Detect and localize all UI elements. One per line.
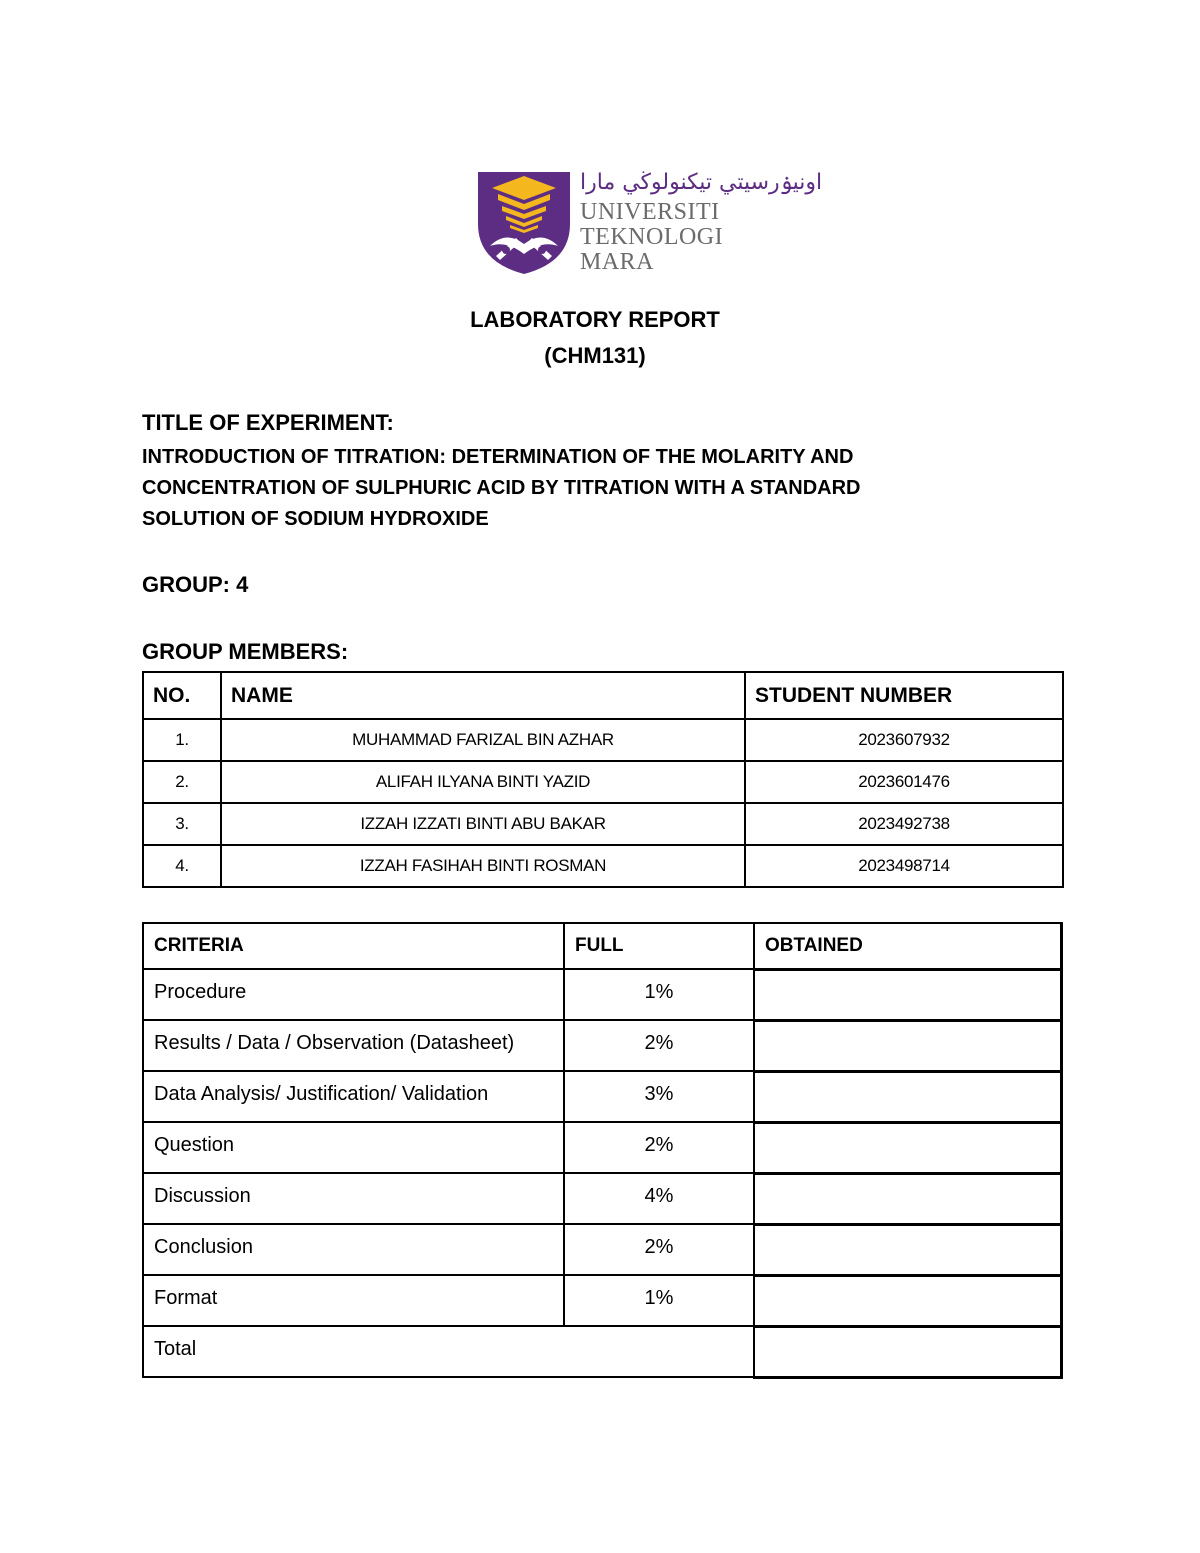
logo-line-mara: MARA <box>580 249 655 275</box>
experiment-section <box>142 408 1022 535</box>
member-name: MUHAMMAD FARIZAL BIN AZHAR <box>221 719 745 761</box>
university-logo <box>476 170 823 278</box>
header-criteria: CRITERIA <box>143 923 564 969</box>
table-row <box>143 845 1063 887</box>
criteria-name: Procedure <box>143 969 564 1020</box>
criteria-obtained-cell[interactable] <box>754 1224 1061 1275</box>
criteria-obtained-cell[interactable] <box>754 1122 1061 1173</box>
table-row <box>143 719 1063 761</box>
logo-arabic-text: اونيۏرسيتي تيكنولوڬي مارا <box>580 170 823 195</box>
criteria-obtained-cell[interactable] <box>754 1173 1061 1224</box>
header-student-number: STUDENT NUMBER <box>745 672 1063 719</box>
member-student-number: 2023601476 <box>745 761 1063 803</box>
member-name: IZZAH IZZATI BINTI ABU BAKAR <box>221 803 745 845</box>
header-full: FULL <box>564 923 754 969</box>
experiment-label: TITLE OF EXPERIMENT: <box>142 410 394 435</box>
criteria-name: Results / Data / Observation (Datasheet) <box>143 1020 564 1071</box>
criteria-obtained-cell[interactable] <box>754 1071 1061 1122</box>
table-row <box>143 969 1061 1020</box>
table-row <box>143 1071 1061 1122</box>
member-no: 1. <box>143 719 221 761</box>
group-members-label: GROUP MEMBERS: <box>142 639 349 664</box>
member-no: 2. <box>143 761 221 803</box>
experiment-title-line: INTRODUCTION OF TITRATION: DETERMINATION OF THE MOLARITY AND <box>142 446 854 468</box>
table-row <box>143 1173 1061 1224</box>
header-no: NO. <box>143 672 221 719</box>
uitm-crest-icon <box>476 170 572 276</box>
total-label: Total <box>143 1326 754 1377</box>
member-student-number: 2023607932 <box>745 719 1063 761</box>
criteria-full-mark: 2% <box>564 1020 754 1071</box>
member-no: 3. <box>143 803 221 845</box>
criteria-full-mark: 2% <box>564 1122 754 1173</box>
member-student-number: 2023498714 <box>745 845 1063 887</box>
experiment-title <box>142 442 1022 535</box>
criteria-full-mark: 2% <box>564 1224 754 1275</box>
members-header-row <box>143 672 1063 719</box>
criteria-obtained-cell[interactable] <box>754 969 1061 1020</box>
experiment-title-line: CONCENTRATION OF SULPHURIC ACID BY TITRATION WITH A STANDARD <box>142 477 861 499</box>
table-row <box>143 803 1063 845</box>
criteria-name: Conclusion <box>143 1224 564 1275</box>
member-name: IZZAH FASIHAH BINTI ROSMAN <box>221 845 745 887</box>
criteria-full-mark: 1% <box>564 1275 754 1326</box>
member-name: ALIFAH ILYANA BINTI YAZID <box>221 761 745 803</box>
member-student-number: 2023492738 <box>745 803 1063 845</box>
criteria-full-mark: 1% <box>564 969 754 1020</box>
criteria-name: Discussion <box>143 1173 564 1224</box>
criteria-table <box>142 922 1063 1379</box>
logo-line-teknologi: TEKNOLOGI <box>580 224 724 250</box>
report-title: LABORATORY REPORT <box>470 307 720 332</box>
criteria-header-row <box>143 923 1061 969</box>
table-row <box>143 1020 1061 1071</box>
criteria-obtained-cell[interactable] <box>754 1020 1061 1071</box>
total-obtained-cell[interactable] <box>754 1326 1061 1377</box>
experiment-title-line: SOLUTION OF SODIUM HYDROXIDE <box>142 508 489 530</box>
criteria-full-mark: 3% <box>564 1071 754 1122</box>
table-row <box>143 1224 1061 1275</box>
logo-line-universiti: UNIVERSITI <box>580 199 720 225</box>
members-table <box>142 671 1064 888</box>
criteria-name: Format <box>143 1275 564 1326</box>
table-row <box>143 1275 1061 1326</box>
header-name: NAME <box>221 672 745 719</box>
total-row <box>143 1326 1061 1377</box>
table-row <box>143 1122 1061 1173</box>
table-row <box>143 761 1063 803</box>
criteria-obtained-cell[interactable] <box>754 1275 1061 1326</box>
criteria-full-mark: 4% <box>564 1173 754 1224</box>
criteria-name: Question <box>143 1122 564 1173</box>
member-no: 4. <box>143 845 221 887</box>
criteria-name: Data Analysis/ Justification/ Validation <box>143 1071 564 1122</box>
course-code: (CHM131) <box>544 343 646 368</box>
group-number: GROUP: 4 <box>142 572 249 597</box>
header-obtained: OBTAINED <box>754 923 1061 969</box>
